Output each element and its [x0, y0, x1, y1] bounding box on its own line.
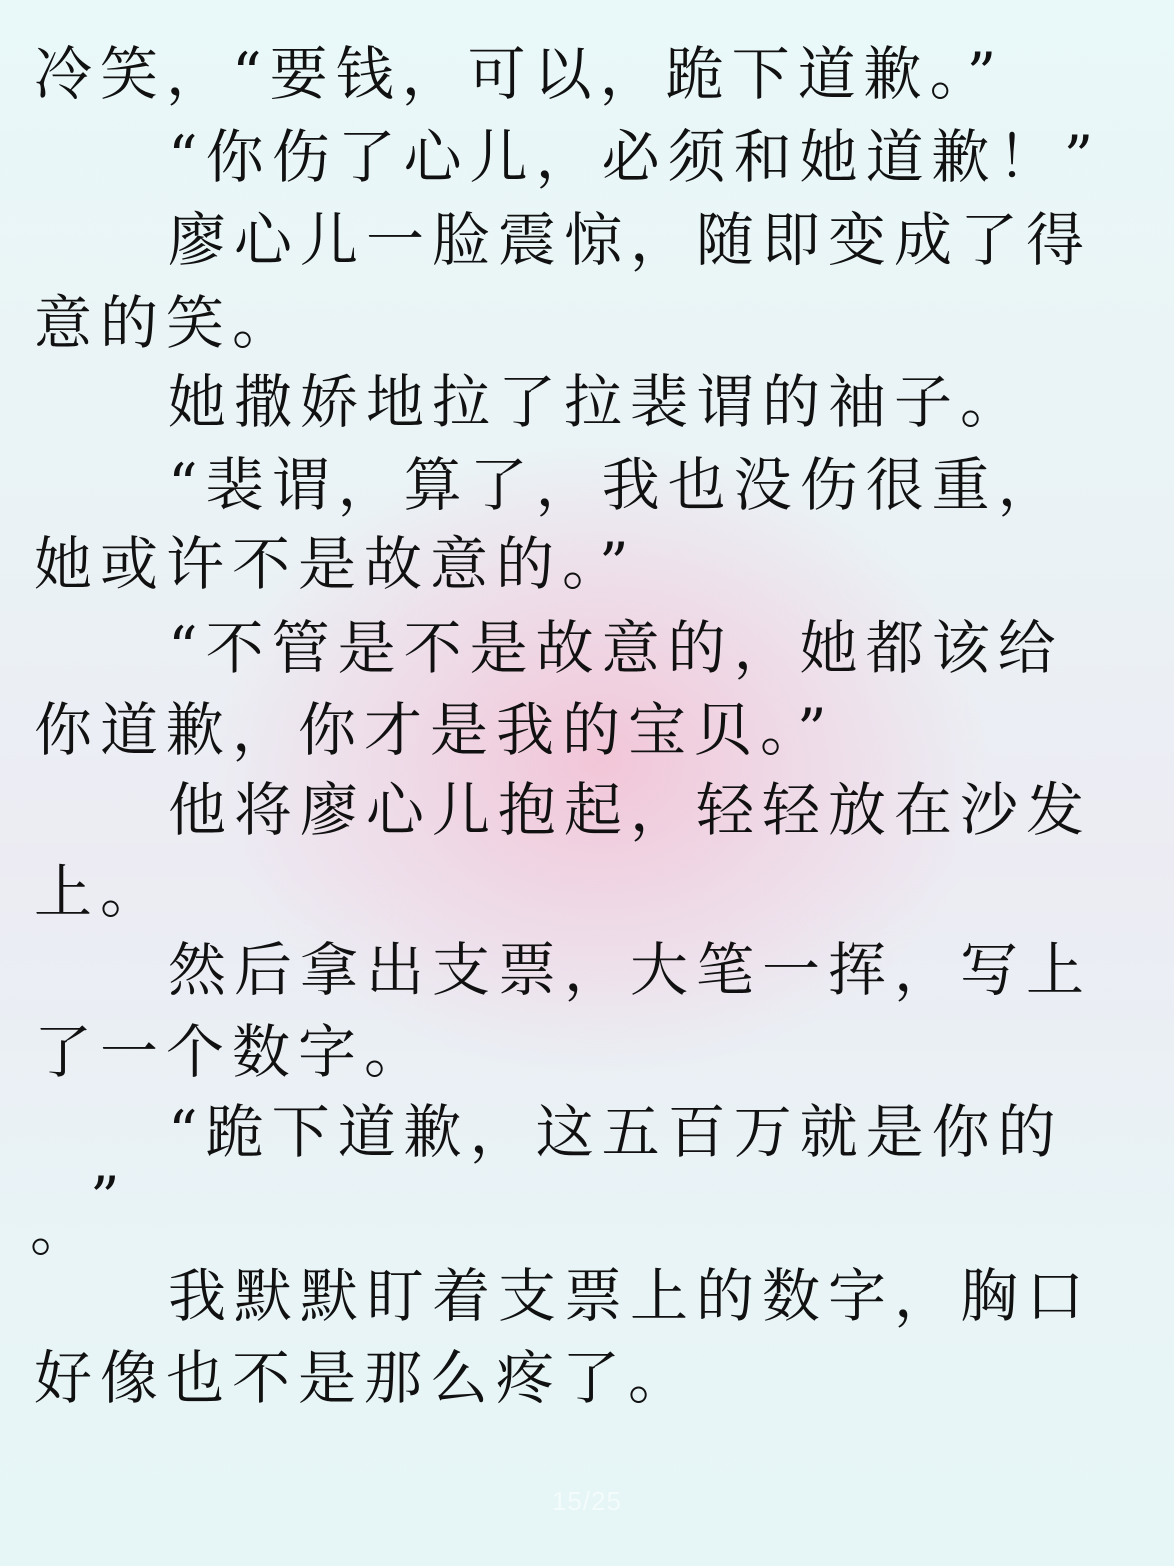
text-line: “跪下道歉，这五百万就是你的 [168, 1098, 1064, 1166]
text-line: 她撒娇地拉了拉裴谓的袖子。 [168, 368, 1027, 436]
text-line: 。 [30, 1196, 97, 1264]
text-line: 你道歉，你才是我的宝贝。” [34, 696, 835, 764]
page-indicator: 15/25 [551, 1486, 623, 1516]
text-line: 然后拿出支票，大笔一挥，写上 [168, 936, 1093, 1004]
text-line: “不管是不是故意的，她都该给 [168, 614, 1064, 682]
text-line: ” [90, 1164, 128, 1232]
text-line: 他将廖心儿抱起，轻轻放在沙发 [168, 776, 1093, 844]
text-line: 好像也不是那么疼了。 [34, 1344, 695, 1412]
text-line: 意的笑。 [34, 289, 299, 357]
text-line: 上。 [34, 858, 167, 926]
text-line: 她或许不是故意的。” [34, 530, 637, 598]
text-line: 廖心儿一脸震惊，随即变成了得 [168, 206, 1093, 274]
text-line: “你伤了心儿，必须和她道歉！” [168, 123, 1102, 191]
text-line: 冷笑，“要钱，可以，跪下道歉。” [34, 40, 1005, 108]
text-line: 了一个数字。 [34, 1018, 431, 1086]
text-line: “裴谓，算了，我也没伤很重， [168, 451, 1064, 519]
text-line: 我默默盯着支票上的数字，胸口 [168, 1262, 1093, 1330]
